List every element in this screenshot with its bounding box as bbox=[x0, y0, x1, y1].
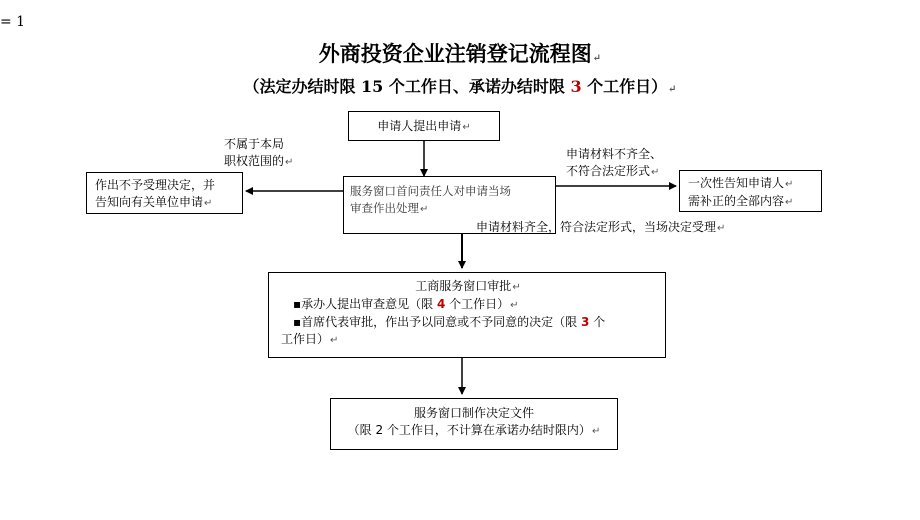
node-approval-title-text: 工商服务窗口审批 bbox=[415, 279, 512, 293]
edge-label-left-line1: 不属于本局 bbox=[224, 137, 285, 151]
node-decision-line2 bbox=[335, 422, 613, 440]
return-mark: ↵ bbox=[204, 198, 213, 209]
return-mark: ↵ bbox=[785, 197, 794, 208]
return-mark: ↵ bbox=[420, 204, 429, 215]
item2-highlight: 3 bbox=[580, 315, 590, 329]
node-notify bbox=[679, 170, 822, 212]
node-review-line1: 服务窗口首问责任人对申请当场 bbox=[350, 184, 511, 198]
edge-label-right-line1: 申请材料不齐全、 bbox=[566, 147, 663, 161]
title-text: 外商投资企业注销登记流程图 bbox=[318, 41, 592, 66]
edge-label-right-line2 bbox=[566, 163, 662, 181]
node-apply bbox=[348, 111, 500, 141]
return-mark: ↵ bbox=[785, 179, 794, 190]
return-mark: ↵ bbox=[668, 84, 677, 95]
node-decision-line1: 服务窗口制作决定文件 bbox=[413, 406, 534, 420]
item2-suffix: 个 bbox=[589, 315, 606, 329]
edge-label-left-line2-text: 职权范围的 bbox=[224, 154, 285, 168]
item2-prefix: ▪首席代表审批，作出予以同意或不予同意的决定（限 bbox=[293, 315, 581, 329]
edge-label-incomplete bbox=[566, 146, 662, 181]
return-mark: ↵ bbox=[330, 335, 339, 346]
return-mark: ↵ bbox=[512, 282, 521, 293]
node-decision-line2-text: （限 2 个工作日，不计算在承诺办结时限内） bbox=[347, 423, 591, 437]
node-reject-line2-text: 告知向有关单位申请 bbox=[95, 195, 204, 209]
node-notify-line2 bbox=[688, 193, 813, 211]
node-approval-item2 bbox=[281, 314, 655, 331]
return-mark: ↵ bbox=[717, 223, 726, 234]
return-mark: ↵ bbox=[592, 53, 602, 64]
node-reject-line2 bbox=[95, 194, 234, 212]
node-approval bbox=[268, 272, 666, 358]
edge-label-down-text: 申请材料齐全，符合法定形式，当场决定受理 bbox=[476, 220, 717, 234]
subtitle-highlight: 3 bbox=[570, 77, 582, 96]
node-decision bbox=[330, 398, 618, 450]
subtitle-suffix: 个工作日） bbox=[581, 77, 668, 96]
return-mark: ↵ bbox=[510, 300, 519, 311]
node-review-line2-text: 审查作出处理 bbox=[350, 201, 419, 215]
node-reject-line1: 作出不予受理决定，并 bbox=[95, 178, 216, 192]
return-mark: ↵ bbox=[285, 157, 294, 168]
edge-label-out-of-scope bbox=[224, 136, 293, 171]
node-notify-line1 bbox=[688, 175, 813, 193]
item1-suffix: 个工作日） bbox=[445, 297, 510, 311]
edge-label-right-line2-text: 不符合法定形式 bbox=[566, 164, 651, 178]
return-mark: ↵ bbox=[651, 167, 660, 178]
subtitle-prefix: （法定办结时限 15 个工作日、承诺办结时限 bbox=[243, 77, 571, 96]
return-mark: ↵ bbox=[591, 426, 601, 437]
node-notify-line1-text: 一次性告知申请人 bbox=[688, 176, 785, 190]
figure-label: = 1 bbox=[0, 14, 26, 30]
node-approval-title bbox=[281, 278, 655, 296]
edge-label-accepted bbox=[476, 219, 725, 237]
node-reject bbox=[86, 172, 243, 214]
node-notify-line2-text: 需补正的全部内容 bbox=[688, 194, 785, 208]
node-review-line2 bbox=[350, 200, 549, 218]
item1-prefix: ▪承办人提出审查意见（限 bbox=[293, 297, 437, 311]
node-approval-item1 bbox=[281, 296, 655, 314]
item2-line2-text: 工作日） bbox=[281, 332, 330, 346]
edge-label-left-line2 bbox=[224, 153, 293, 171]
item1-highlight: 4 bbox=[436, 297, 446, 311]
return-mark: ↵ bbox=[462, 122, 471, 133]
node-apply-label: 申请人提出申请 bbox=[377, 119, 462, 133]
node-approval-item2-line2 bbox=[281, 331, 655, 349]
